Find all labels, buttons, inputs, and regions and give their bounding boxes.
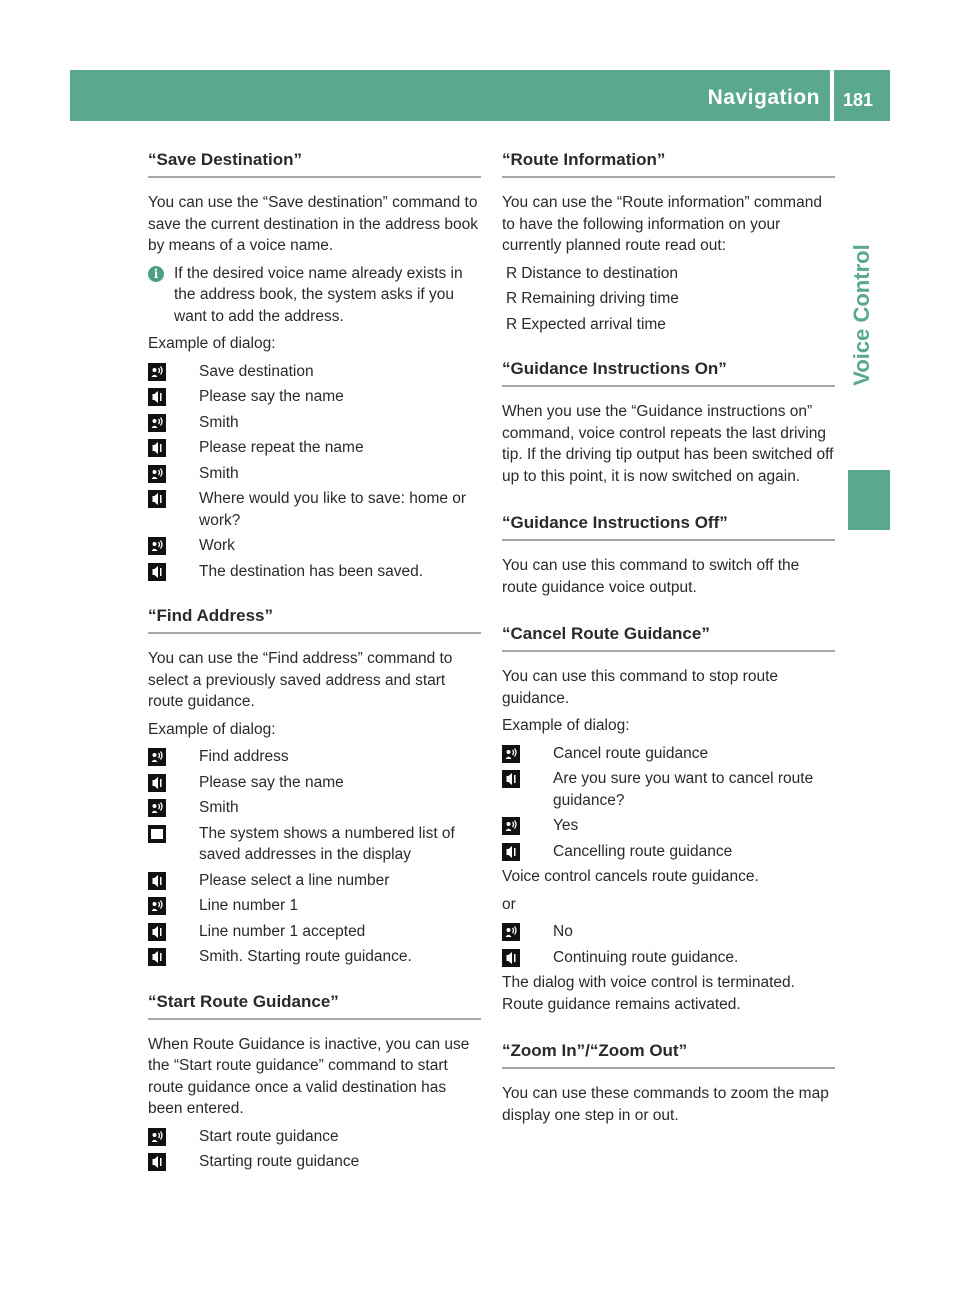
dialog-text: Please repeat the name bbox=[199, 439, 364, 456]
dialog-row bbox=[148, 946, 481, 968]
dialog-list bbox=[148, 746, 481, 968]
dialog-row bbox=[148, 746, 481, 768]
dialog-row bbox=[502, 815, 835, 837]
heading-cancel-route-guidance: “Cancel Route Guidance” bbox=[502, 624, 835, 652]
system-voice-icon bbox=[148, 1153, 166, 1171]
dialog-text: Smith. Starting route guidance. bbox=[199, 948, 412, 965]
system-voice-icon bbox=[148, 563, 166, 581]
system-voice-icon bbox=[148, 490, 166, 508]
dialog-row bbox=[502, 921, 835, 943]
info-icon: i bbox=[148, 266, 164, 282]
speak-icon bbox=[148, 748, 166, 766]
dialog-list bbox=[148, 1126, 481, 1173]
dialog-row bbox=[148, 823, 481, 866]
dialog-text: Find address bbox=[199, 748, 289, 765]
dialog-list bbox=[148, 361, 481, 583]
dialog-row bbox=[148, 386, 481, 408]
system-voice-icon bbox=[502, 770, 520, 788]
dialog-text: Please say the name bbox=[199, 773, 344, 791]
dialog-row bbox=[148, 772, 481, 794]
speak-icon bbox=[148, 414, 166, 432]
dialog-list bbox=[502, 743, 835, 863]
speak-icon bbox=[148, 897, 166, 915]
dialog-row bbox=[148, 1151, 481, 1173]
list-item bbox=[502, 263, 835, 285]
paragraph: You can use the “Route information” command to have the following information on your currently planned route read out: bbox=[502, 194, 822, 254]
dialog-row bbox=[502, 768, 835, 811]
dialog-row bbox=[148, 535, 481, 557]
system-voice-icon bbox=[148, 872, 166, 890]
paragraph: Voice control cancels route guidance. bbox=[502, 868, 759, 885]
dialog-text: Yes bbox=[553, 817, 579, 834]
system-voice-icon bbox=[148, 774, 166, 792]
speak-icon bbox=[148, 363, 166, 381]
dialog-text: Where would you like to save: home or work? bbox=[199, 490, 467, 529]
dialog-row bbox=[502, 947, 835, 969]
paragraph: When Route Guidance is inactive, you can use the “Start route guidance” command to start route guidance once a valid destination has been entered. bbox=[148, 1035, 470, 1117]
dialog-row bbox=[148, 488, 481, 531]
page-number: 181 bbox=[843, 90, 874, 110]
dialog-row bbox=[148, 412, 481, 434]
dialog-text: Cancel route guidance bbox=[553, 744, 709, 762]
dialog-row bbox=[148, 895, 481, 917]
dialog-text: No bbox=[553, 923, 573, 940]
dialog-list bbox=[502, 921, 835, 968]
dialog-text: Continuing route guidance. bbox=[553, 948, 739, 966]
dialog-text: Work bbox=[199, 537, 235, 554]
dialog-text: Are you sure you want to cancel route guidance? bbox=[553, 770, 814, 809]
heading-save-destination: “Save Destination” bbox=[148, 150, 481, 178]
left-column bbox=[148, 150, 481, 1177]
dialog-text: Smith bbox=[199, 464, 239, 482]
dialog-row bbox=[502, 743, 835, 765]
paragraph: You can use the “Find address” command to select a previously saved address and start route guidance. bbox=[148, 650, 453, 710]
dialog-text: Smith bbox=[199, 413, 239, 431]
dialog-row bbox=[148, 361, 481, 383]
dialog-text: Save destination bbox=[199, 362, 314, 380]
system-voice-icon bbox=[148, 923, 166, 941]
system-voice-icon bbox=[502, 843, 520, 861]
display-icon bbox=[148, 825, 166, 843]
dialog-row bbox=[148, 1126, 481, 1148]
heading-start-route-guidance: “Start Route Guidance” bbox=[148, 992, 481, 1020]
info-text: If the desired voice name already exists in the address book, the system asks if you want to add the address. bbox=[174, 264, 463, 325]
dialog-text: Line number 1 bbox=[199, 897, 299, 914]
or-label: or bbox=[502, 895, 516, 913]
heading-route-information: “Route Information” bbox=[502, 150, 835, 178]
paragraph: You can use this command to switch off the route guidance voice output. bbox=[502, 557, 800, 596]
paragraph: When you use the “Guidance instructions on” command, voice control repeats the last driving tip. If the driving tip output has been switched off up to this point, it is now switched on again. bbox=[502, 403, 834, 485]
example-label: Example of dialog: bbox=[148, 720, 276, 738]
speak-icon bbox=[502, 745, 520, 763]
speak-icon bbox=[502, 817, 520, 835]
header-divider bbox=[830, 70, 834, 121]
speak-icon bbox=[148, 799, 166, 817]
dialog-text: The system shows a numbered list of saved addresses in the display bbox=[199, 824, 455, 863]
heading-find-address: “Find Address” bbox=[148, 606, 481, 634]
paragraph: You can use this command to stop route guidance. bbox=[502, 668, 779, 707]
dialog-row bbox=[502, 841, 835, 863]
side-tab-block bbox=[848, 470, 890, 530]
list-item-text: Distance to destination bbox=[521, 264, 679, 282]
system-voice-icon bbox=[148, 439, 166, 457]
right-column bbox=[502, 150, 835, 1132]
dialog-text: Start route guidance bbox=[199, 1127, 339, 1145]
dialog-row bbox=[148, 870, 481, 892]
list-item-text: Remaining driving time bbox=[521, 290, 679, 307]
heading-guidance-off: “Guidance Instructions Off” bbox=[502, 513, 835, 541]
heading-zoom: “Zoom In”/“Zoom Out” bbox=[502, 1041, 835, 1069]
bullet-marker: R bbox=[506, 290, 518, 307]
list-item bbox=[502, 314, 835, 336]
dialog-text: The destination has been saved. bbox=[199, 562, 424, 580]
dialog-row bbox=[148, 921, 481, 943]
example-label: Example of dialog: bbox=[148, 335, 276, 352]
dialog-text: Smith bbox=[199, 799, 239, 816]
dialog-row bbox=[148, 437, 481, 459]
speak-icon bbox=[148, 537, 166, 555]
list-item bbox=[502, 288, 835, 310]
dialog-row bbox=[148, 463, 481, 485]
section-title: Navigation bbox=[707, 86, 820, 109]
dialog-text: Cancelling route guidance bbox=[553, 842, 733, 860]
example-label: Example of dialog: bbox=[502, 717, 630, 734]
paragraph: The dialog with voice control is terminated. Route guidance remains activated. bbox=[502, 974, 795, 1013]
bullet-list bbox=[502, 263, 835, 336]
dialog-text: Starting route guidance bbox=[199, 1153, 360, 1170]
info-note bbox=[148, 263, 481, 328]
system-voice-icon bbox=[148, 388, 166, 406]
bullet-marker: R bbox=[506, 264, 518, 282]
list-item-text: Expected arrival time bbox=[521, 315, 666, 333]
speak-icon bbox=[148, 465, 166, 483]
paragraph: You can use the “Save destination” command to save the current destination in the address book by means of a voice name. bbox=[148, 194, 479, 254]
dialog-text: Please select a line number bbox=[199, 871, 390, 889]
bullet-marker: R bbox=[506, 315, 518, 333]
speak-icon bbox=[148, 1128, 166, 1146]
system-voice-icon bbox=[148, 948, 166, 966]
dialog-text: Please say the name bbox=[199, 388, 344, 405]
system-voice-icon bbox=[502, 949, 520, 967]
speak-icon bbox=[502, 923, 520, 941]
heading-guidance-on: “Guidance Instructions On” bbox=[502, 359, 835, 387]
dialog-row bbox=[148, 561, 481, 583]
side-tab-label: Voice Control bbox=[849, 244, 874, 386]
paragraph: You can use these commands to zoom the map display one step in or out. bbox=[502, 1085, 829, 1124]
dialog-text: Line number 1 accepted bbox=[199, 922, 366, 940]
dialog-row bbox=[148, 797, 481, 819]
